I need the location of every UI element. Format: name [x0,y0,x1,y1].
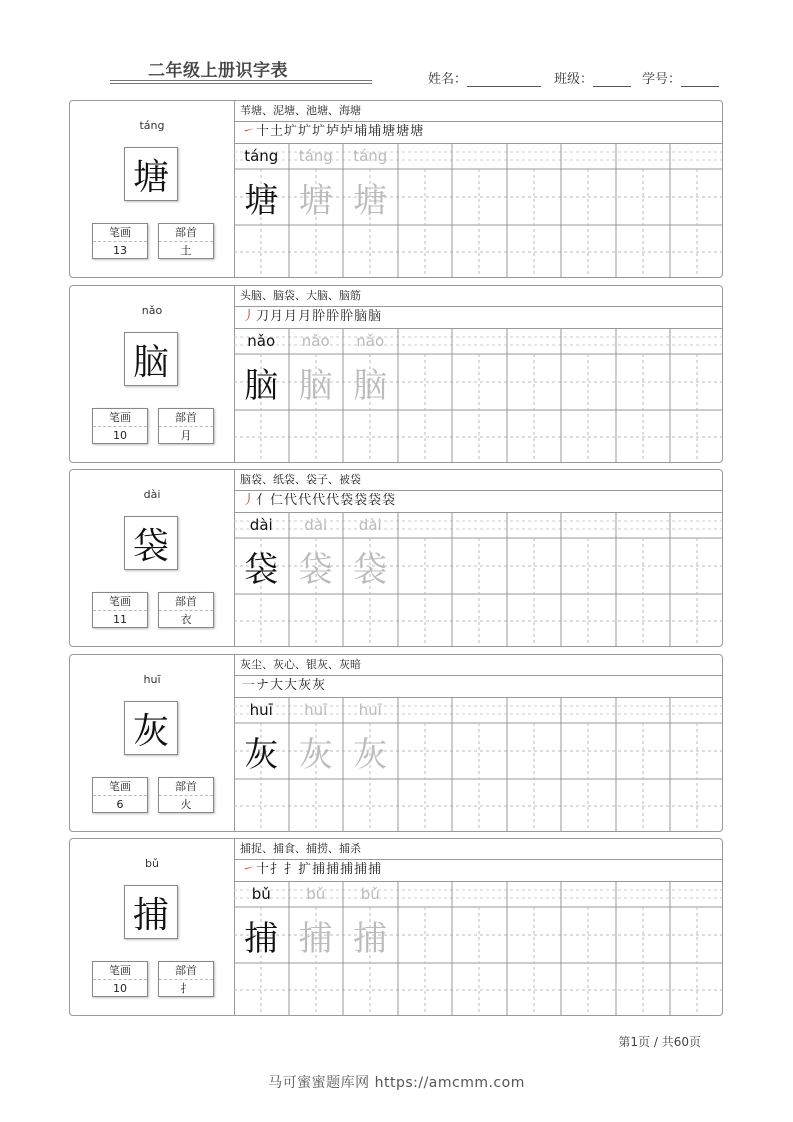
stroke-step: 垆 [326,124,341,139]
character-display: 灰 [124,701,178,755]
stroke-step: 袋 [368,493,383,508]
stroke-count-value: 6 [116,798,124,811]
stroke-count-box [92,961,148,997]
practice-area [234,655,722,831]
character-pinyin: dài [143,488,161,501]
practice-area [234,101,722,277]
stroke-step: 袋 [354,493,369,508]
practice-area [234,286,722,462]
character-card [69,838,723,1016]
radical-value: 土 [180,244,192,257]
stroke-count-label: 笔画 [93,962,147,980]
page-number: 第1页 / 共60页 [618,1035,701,1049]
character-model: 袋 [244,549,279,590]
pinyin-model: huī [249,701,273,719]
character-trace: 塘 [353,180,388,221]
stroke-step: 大 [270,678,285,693]
stroke-step: 丿 [242,309,257,324]
stroke-step: ナ [256,678,271,693]
stroke-count-value: 13 [113,244,127,257]
character-display: 捕 [124,885,178,939]
example-words: 捕捉、捕食、捕捞、捕杀 [234,839,722,860]
radical-box [158,592,214,628]
stroke-step: 埔 [368,124,383,139]
radical-value: 扌 [180,982,192,995]
stroke-step: 脑 [368,309,383,324]
stroke-step: 扌 [284,862,299,877]
practice-area [234,470,722,646]
stroke-step: 灰 [298,678,313,693]
pinyin-trace: huī [304,701,328,719]
stroke-step: 月 [284,309,299,324]
example-words: 脑袋、纸袋、袋子、被袋 [234,470,722,491]
stroke-step: 塘 [410,124,425,139]
radical-box [158,961,214,997]
character-pinyin: bǔ [145,857,159,870]
stroke-step: 十 [256,124,271,139]
character-trace: 灰 [353,734,388,775]
stroke-step: 圹 [298,124,313,139]
pinyin-trace: nǎo [301,332,330,350]
stroke-step: 袋 [340,493,355,508]
radical-label: 部首 [159,593,213,611]
id-blank[interactable] [681,73,719,87]
stroke-step: 垆 [340,124,355,139]
stroke-step: 十 [256,862,271,877]
stroke-step: 代 [284,493,299,508]
character-model: 捕 [244,918,279,959]
stroke-count-label: 笔画 [93,409,147,427]
stroke-step: ㇀ [242,124,257,139]
stroke-count-label: 笔画 [93,224,147,242]
character-trace: 脑 [298,365,333,406]
name-blank[interactable] [467,73,541,87]
stroke-step: 大 [284,678,299,693]
stroke-step: 捕 [340,862,355,877]
example-words: 头脑、脑袋、大脑、脑筋 [234,286,722,307]
character-card [69,285,723,463]
pinyin-trace: bǔ [306,885,326,903]
character-trace: 袋 [298,549,333,590]
stroke-step: 肸 [326,309,341,324]
stroke-step: 月 [270,309,285,324]
character-trace: 脑 [353,365,388,406]
id-field[interactable] [642,68,719,87]
stroke-step: 埔 [354,124,369,139]
example-words: 苇塘、泥塘、池塘、海塘 [234,101,722,122]
character-pinyin: táng [139,119,165,132]
stroke-count-label: 笔画 [93,778,147,796]
radical-label: 部首 [159,962,213,980]
pinyin-model: bǔ [251,885,271,903]
character-display: 脑 [124,332,178,386]
stroke-step: 代 [326,493,341,508]
radical-value: 衣 [180,613,192,626]
stroke-step: 土 [270,124,285,139]
pinyin-trace: nǎo [356,332,385,350]
character-trace: 袋 [353,549,388,590]
stroke-order [234,306,722,329]
stroke-step: 塘 [396,124,411,139]
name-label: 姓名： [428,72,468,87]
pinyin-model: dài [249,516,273,534]
worksheet-title: 二年级上册识字表 [148,61,288,81]
stroke-order [234,490,722,513]
stroke-count-box [92,777,148,813]
radical-box [158,408,214,444]
pinyin-model: nǎo [247,332,276,350]
pinyin-model: táng [244,147,279,165]
pinyin-trace: huī [358,701,382,719]
stroke-step: 月 [298,309,313,324]
stroke-order [234,675,722,698]
stroke-step: 塘 [382,124,397,139]
stroke-step: 代 [312,493,327,508]
character-pinyin: nǎo [141,304,163,317]
stroke-step: 肸 [312,309,327,324]
stroke-step: 一 [242,678,257,693]
pinyin-trace: dài [304,516,328,534]
name-field[interactable] [428,68,541,87]
stroke-count-box [92,408,148,444]
character-trace: 捕 [353,918,388,959]
example-words: 灰尘、灰心、银灰、灰暗 [234,655,722,676]
pinyin-trace: táng [353,147,388,165]
character-display: 袋 [124,516,178,570]
stroke-step: 灰 [312,678,327,693]
stroke-step: 圹 [312,124,327,139]
stroke-count-value: 10 [113,982,127,995]
id-label: 学号： [642,72,682,87]
character-card [69,469,723,647]
stroke-step: 仁 [270,493,285,508]
title-underline [110,80,372,81]
character-summary [70,655,235,831]
radical-box [158,223,214,259]
stroke-order [234,121,722,144]
pinyin-trace: táng [298,147,333,165]
practice-area [234,839,722,1015]
pinyin-trace: dài [358,516,382,534]
character-model: 塘 [244,180,279,221]
stroke-count-value: 10 [113,429,127,442]
stroke-step: 刀 [256,309,271,324]
stroke-step: 圹 [284,124,299,139]
character-summary [70,101,235,277]
class-blank[interactable] [593,73,631,87]
title-underline-double [110,83,372,84]
character-model: 灰 [244,734,279,775]
stroke-order [234,859,722,882]
radical-label: 部首 [159,224,213,242]
character-card [69,654,723,832]
stroke-step: 捕 [368,862,383,877]
radical-label: 部首 [159,778,213,796]
stroke-step: 捕 [312,862,327,877]
character-trace: 塘 [298,180,333,221]
stroke-step: ㇀ [242,862,257,877]
character-model: 脑 [244,365,279,406]
character-trace: 捕 [298,918,333,959]
character-summary [70,286,235,462]
class-label: 班级： [554,72,594,87]
character-display: 塘 [124,147,178,201]
character-summary [70,470,235,646]
stroke-count-label: 笔画 [93,593,147,611]
stroke-step: 脑 [354,309,369,324]
class-field[interactable] [554,68,631,87]
stroke-step: 袋 [382,493,397,508]
character-summary [70,839,235,1015]
pinyin-trace: bǔ [360,885,380,903]
stroke-step: 扌 [270,862,285,877]
stroke-step: 捕 [354,862,369,877]
character-pinyin: huī [143,673,161,686]
stroke-count-box [92,592,148,628]
radical-value: 火 [180,798,192,811]
stroke-step: 捕 [326,862,341,877]
site-watermark: 马可蜜蜜题库网 https://amcmm.com [268,1075,525,1091]
stroke-step: 丿 [242,493,257,508]
stroke-count-box [92,223,148,259]
radical-value: 月 [180,429,192,442]
stroke-step: 亻 [256,493,271,508]
character-trace: 灰 [298,734,333,775]
stroke-step: 代 [298,493,313,508]
character-card [69,100,723,278]
stroke-count-value: 11 [113,613,127,626]
stroke-step: 肸 [340,309,355,324]
stroke-step: 扩 [298,862,313,877]
radical-label: 部首 [159,409,213,427]
radical-box [158,777,214,813]
